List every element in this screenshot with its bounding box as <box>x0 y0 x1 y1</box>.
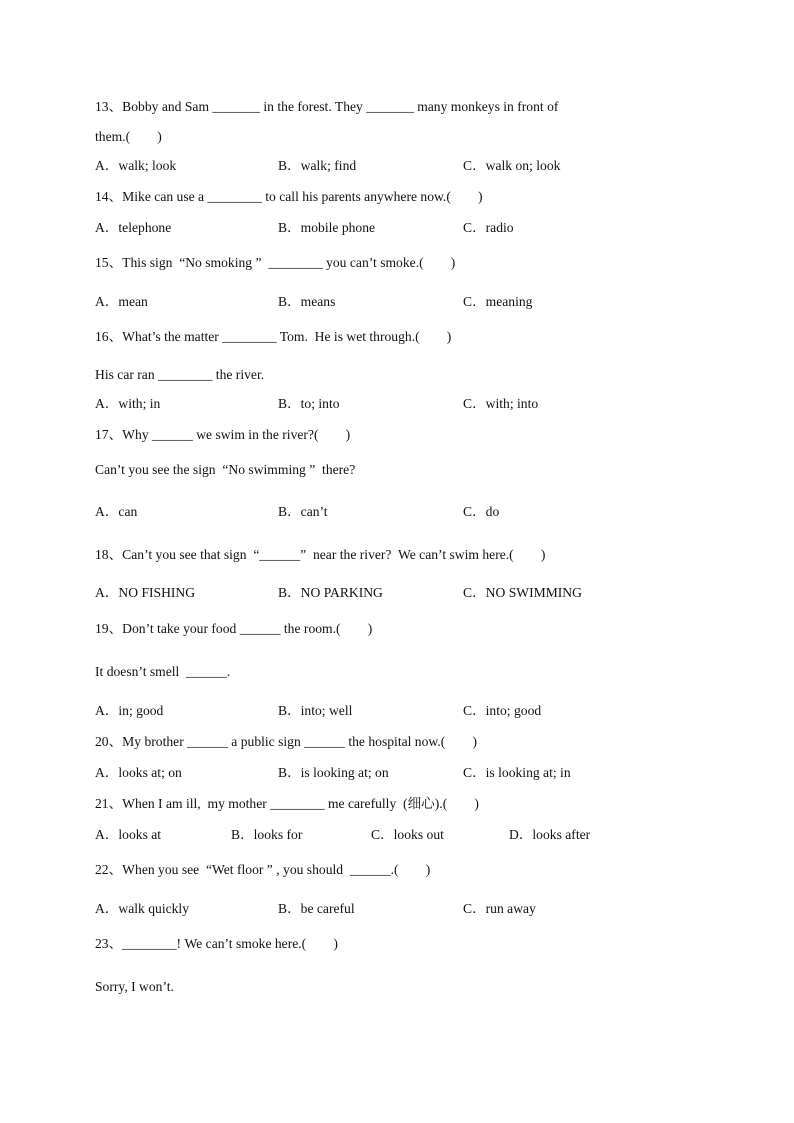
question-14-line-1: 14、Mike can use a ________ to call his parents anywhere now.( ) <box>95 189 483 204</box>
question-13-option-a: A．walk; look <box>95 158 177 173</box>
question-21-option-a: A．looks at <box>95 827 162 842</box>
question-18-option-c: C．NO SWIMMING <box>463 585 582 600</box>
question-13-option-b: B．walk; find <box>278 158 357 173</box>
question-19-line-2: It doesn’t smell ______. <box>95 664 231 679</box>
question-18-line-1: 18、Can’t you see that sign “______” near the river? We can’t swim here.( ) <box>95 547 546 562</box>
question-19-option-c: C．into; good <box>463 703 542 718</box>
question-19-option-a: A．in; good <box>95 703 164 718</box>
question-16-option-b: B．to; into <box>278 396 340 411</box>
question-16-option-a: A．with; in <box>95 396 161 411</box>
question-20-option-c: C．is looking at; in <box>463 765 571 780</box>
question-21-option-c: C．looks out <box>371 827 444 842</box>
question-19-option-b: B．into; well <box>278 703 353 718</box>
question-14-option-c: C．radio <box>463 220 514 235</box>
question-16-option-c: C．with; into <box>463 396 539 411</box>
question-15-line-1: 15、This sign “No smoking ” ________ you can’t smoke.( ) <box>95 255 456 270</box>
question-20-option-b: B．is looking at; on <box>278 765 389 780</box>
question-16-line-2: His car ran ________ the river. <box>95 367 265 382</box>
question-22-line-1: 22、When you see “Wet floor ” , you should ______.( ) <box>95 862 431 877</box>
question-21-option-b: B．looks for <box>231 827 303 842</box>
question-17-option-b: B．can’t <box>278 504 328 519</box>
question-22-option-c: C．run away <box>463 901 536 916</box>
question-19-line-1: 19、Don’t take your food ______ the room.( ) <box>95 621 373 636</box>
question-13-line-2: them.( ) <box>95 129 162 144</box>
question-23-line-2: Sorry, I won’t. <box>95 979 174 994</box>
question-13-option-c: C．walk on; look <box>463 158 561 173</box>
question-18-option-a: A．NO FISHING <box>95 585 196 600</box>
question-15-option-c: C．meaning <box>463 294 533 309</box>
question-17-line-1: 17、Why ______ we swim in the river?( ) <box>95 427 351 442</box>
question-14-option-a: A．telephone <box>95 220 172 235</box>
question-21-option-d: D．looks after <box>509 827 591 842</box>
question-18-option-b: B．NO PARKING <box>278 585 383 600</box>
question-16-line-1: 16、What’s the matter ________ Tom. He is wet through.( ) <box>95 329 452 344</box>
question-20-line-1: 20、My brother ______ a public sign ______ the hospital now.( ) <box>95 734 477 749</box>
question-14-option-b: B．mobile phone <box>278 220 376 235</box>
question-15-option-b: B．means <box>278 294 336 309</box>
question-13-line-1: 13、Bobby and Sam _______ in the forest. They _______ many monkeys in front of <box>95 99 559 114</box>
question-21-line-1: 21、When I am ill, my mother ________ me carefully (细心).( ) <box>95 796 479 811</box>
question-22-option-b: B．be careful <box>278 901 355 916</box>
question-20-option-a: A．looks at; on <box>95 765 182 780</box>
question-23-line-1: 23、________! We can’t smoke here.( ) <box>95 936 338 951</box>
question-17-option-c: C．do <box>463 504 500 519</box>
question-22-option-a: A．walk quickly <box>95 901 190 916</box>
question-17-option-a: A．can <box>95 504 138 519</box>
question-15-option-a: A．mean <box>95 294 148 309</box>
question-17-line-2: Can’t you see the sign “No swimming ” there? <box>95 462 356 477</box>
